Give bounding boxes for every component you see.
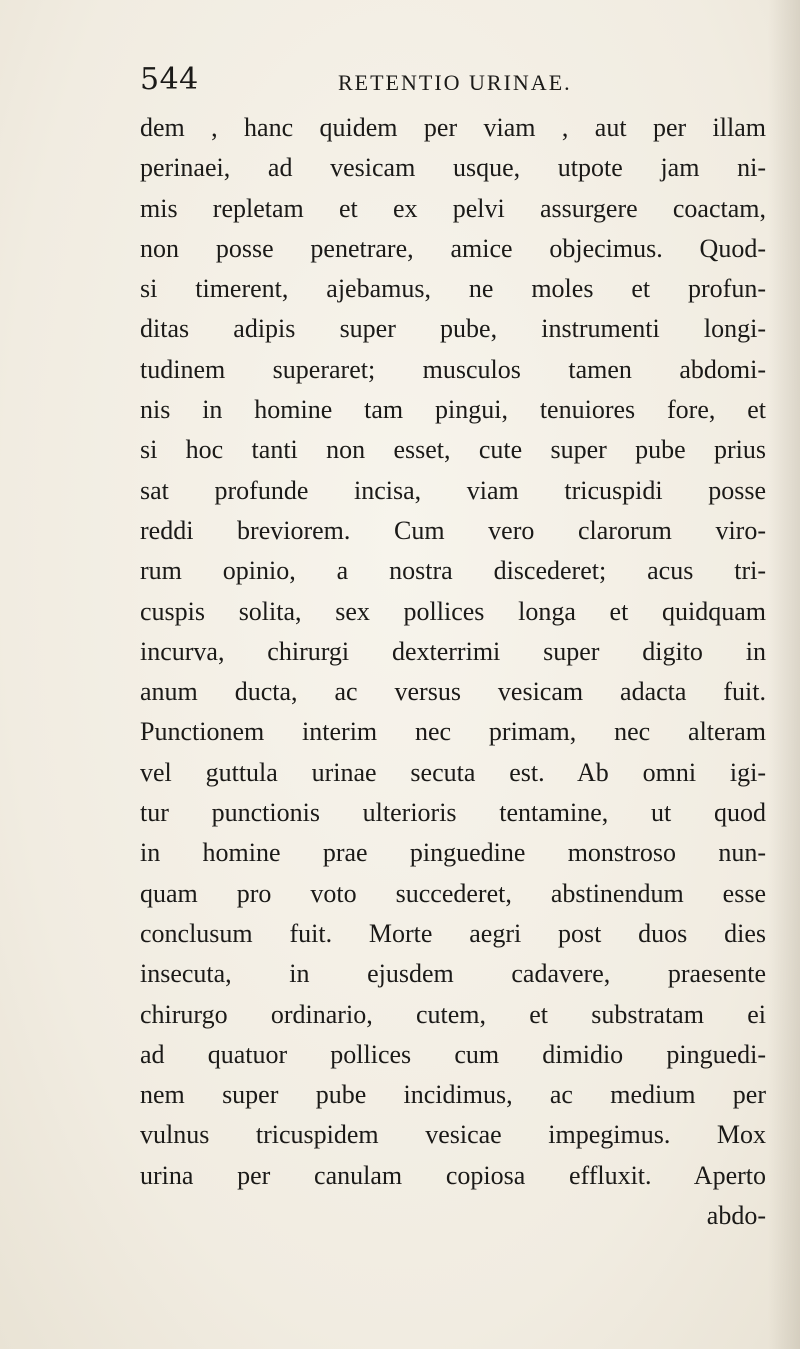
text-line: rum opinio, a nostra discederet; acus tri- — [140, 556, 766, 586]
running-head: RETENTIO URINAE. — [338, 70, 572, 95]
text-line: ad quatuor pollices cum dimidio pinguedi- — [140, 1039, 766, 1069]
text-line: Punctionem interim nec primam, nec alteram — [140, 717, 766, 747]
page-header — [140, 62, 660, 102]
text-line: dem , hanc quidem per viam , aut per illam — [140, 113, 766, 142]
text-line: reddi breviorem. Cum vero clarorum viro- — [140, 515, 766, 545]
text-line: nem super pube incidimus, ac medium per — [140, 1080, 766, 1110]
text-line: ditas adipis super pube, instrumenti longi- — [140, 314, 766, 344]
text-line: incurva, chirurgi dexterrimi super digito in — [140, 636, 766, 666]
text-line: conclusum fuit. Morte aegri post duos dies — [140, 918, 766, 948]
page-number: 544 — [140, 62, 199, 97]
catchword: abdo- — [706, 1201, 766, 1231]
text-line: insecuta, in ejusdem cadavere, praesente — [140, 959, 766, 989]
text-line: chirurgo ordinario, cutem, et substratam ei — [140, 999, 766, 1029]
text-line: vel guttula urinae secuta est. Ab omni igi- — [140, 757, 766, 787]
text-line: si hoc tanti non esset, cute super pube prius — [140, 435, 766, 465]
text-line: vulnus tricuspidem vesicae impegimus. Mox — [140, 1120, 766, 1150]
text-line: cuspis solita, sex pollices longa et quidquam — [140, 596, 766, 626]
text-line: si timerent, ajebamus, ne moles et profun- — [140, 274, 766, 304]
text-line: perinaei, ad vesicam usque, utpote jam ni- — [140, 153, 766, 183]
text-line: sat profunde incisa, viam tricuspidi posse — [140, 475, 766, 505]
text-line: nis in homine tam pingui, tenuiores fore, et — [140, 395, 766, 425]
body-text — [140, 108, 766, 1236]
text-line: anum ducta, ac versus vesicam adacta fuit. — [140, 677, 766, 707]
text-line: urina per canulam copiosa effluxit. Aperto — [140, 1160, 766, 1190]
text-line: non posse penetrare, amice objecimus. Quod- — [140, 233, 766, 263]
text-line: tudinem superaret; musculos tamen abdomi- — [140, 354, 766, 384]
text-line: quam pro voto succederet, abstinendum esse — [140, 878, 766, 908]
text-line: mis repletam et ex pelvi assurgere coactam, — [140, 193, 766, 223]
text-line: in homine prae pinguedine monstroso nun- — [140, 838, 766, 868]
text-line: tur punctionis ulterioris tentamine, ut quod — [140, 798, 766, 828]
